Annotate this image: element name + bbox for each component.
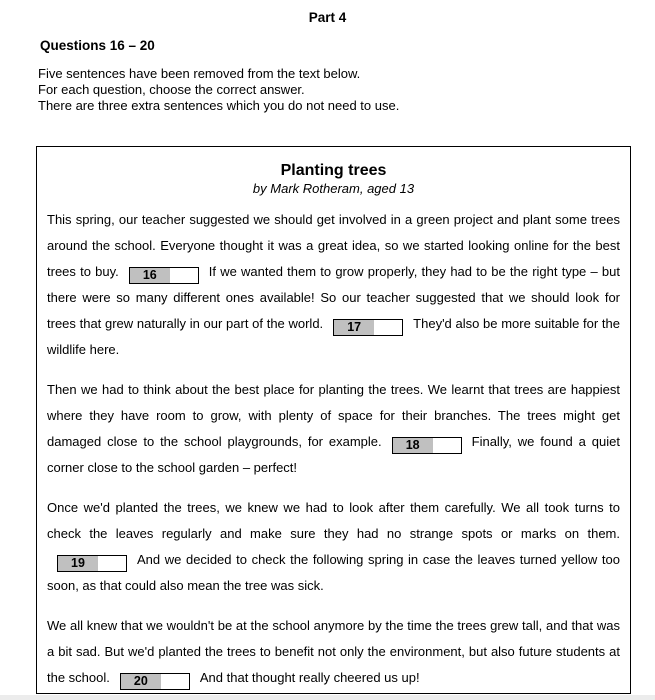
- answer-gap-18[interactable]: [392, 437, 462, 454]
- gap-answer-blank[interactable]: [433, 438, 461, 453]
- article-title: Planting trees: [280, 162, 387, 179]
- answer-gap-17[interactable]: [333, 319, 403, 336]
- instruction-line: There are three extra sentences which you do not need to use.: [38, 98, 400, 113]
- article-paragraph: [47, 613, 620, 691]
- gap-number: 16: [130, 268, 170, 283]
- gap-number: 18: [393, 438, 433, 453]
- gap-answer-blank[interactable]: [161, 674, 189, 689]
- article-paragraph: [47, 207, 620, 363]
- gap-number: 20: [121, 674, 161, 689]
- paragraph-text: This spring, our teacher suggested we should get involved in a green project and plant some trees around the school. Everyone thought it was a great idea, so we started looking online for the best trees to buy.: [47, 212, 620, 279]
- gap-number: 17: [334, 320, 374, 335]
- instruction-line: Five sentences have been removed from the text below.: [38, 66, 361, 81]
- article-paragraph: [47, 377, 620, 481]
- paragraph-text: And that thought really cheered us up!: [199, 670, 420, 685]
- paragraph-text: And we decided to check the following spring in case the leaves turned yellow too soon, as that could also mean the tree was sick.: [47, 552, 620, 593]
- article-paragraph: [47, 495, 620, 599]
- instruction-line: For each question, choose the correct answer.: [38, 82, 305, 97]
- part-title: Part 4: [308, 10, 347, 25]
- page-bottom-edge: [0, 695, 655, 700]
- gap-answer-blank[interactable]: [170, 268, 198, 283]
- paragraph-text: Once we'd planted the trees, we knew we had to look after them carefully. We all took turns to check the leaves regularly and make sure they had no strange spots or marks on them.: [47, 500, 620, 541]
- paragraph-text: Then we had to think about the best place for planting the trees. We learnt that trees are happiest where they have room to grow, with plenty of space for their branches. The trees might get damaged close to the school playgrounds, for example.: [47, 382, 620, 449]
- paragraph-text: They'd also be more suitable for the wildlife here.: [47, 316, 621, 357]
- gap-answer-blank[interactable]: [98, 556, 126, 571]
- article-paragraphs: [47, 207, 620, 691]
- paragraph-text: If we wanted them to grow properly, they had to be the right type – but there were so many different ones available! So our teacher suggested that we should look for trees that grew naturally in our part of the world.: [47, 264, 620, 331]
- gap-answer-blank[interactable]: [374, 320, 402, 335]
- paragraph-text: We all knew that we wouldn't be at the school anymore by the time the trees grew tall, and that was a bit sad. But we'd planted the trees to benefit not only the environment, but also future students at the school.: [47, 618, 620, 685]
- gap-number: 19: [58, 556, 98, 571]
- answer-gap-16[interactable]: [129, 267, 199, 284]
- article-byline: by Mark Rotheram, aged 13: [252, 181, 415, 196]
- answer-gap-19[interactable]: [57, 555, 127, 572]
- article-box: [36, 146, 631, 694]
- paragraph-text: Finally, we found a quiet corner close to the school garden – perfect!: [47, 434, 620, 475]
- answer-gap-20[interactable]: [120, 673, 190, 690]
- questions-range-heading: Questions 16 – 20: [40, 38, 155, 53]
- instructions: [38, 66, 625, 114]
